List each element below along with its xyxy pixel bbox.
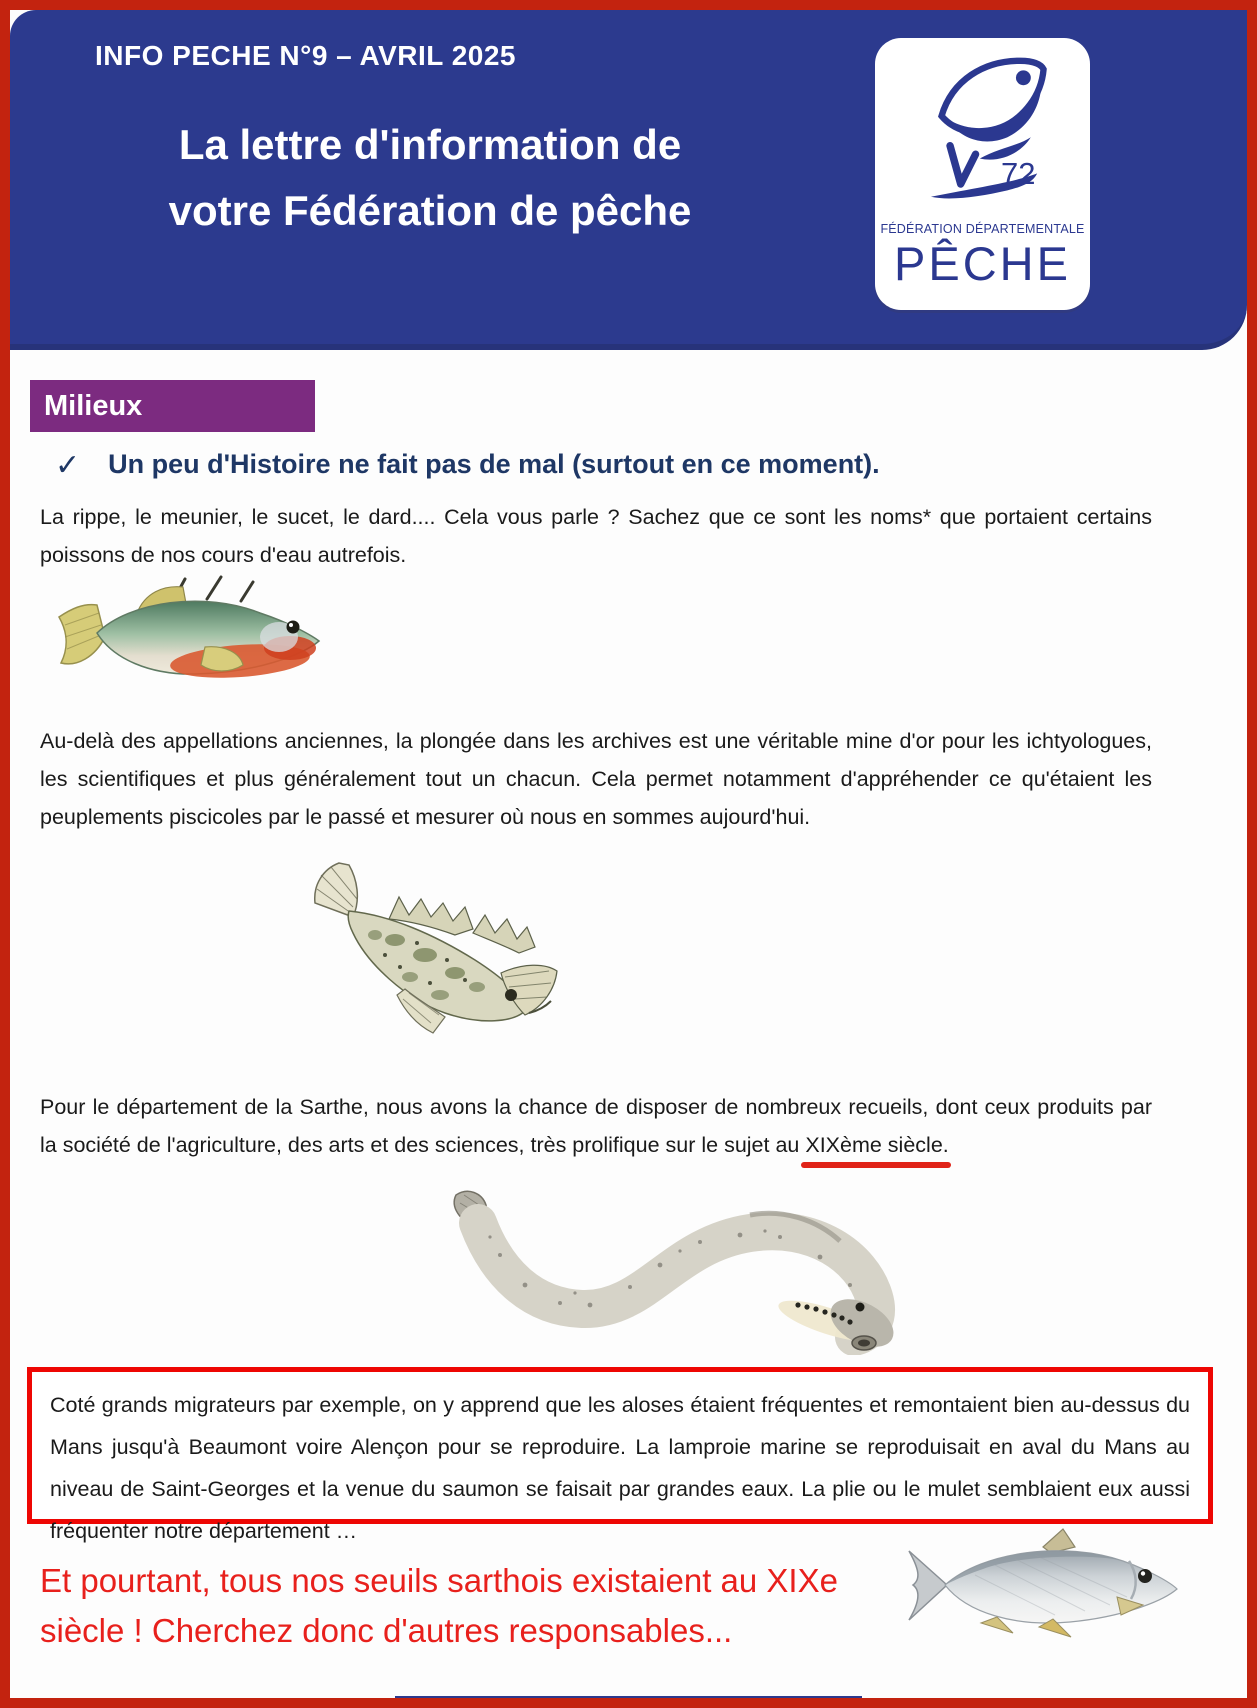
paragraph-archives: Au-delà des appellations anciennes, la plongée dans les archives est une véritable mine d'or pour les ichtyologues, les scientifiques et plus généralement tout un chacun. Cela permet notamment d'appréhender ce qu'étaient les peuplements piscicoles par le passé et mesurer où nous en sommes aujourd'hui. bbox=[40, 729, 1152, 829]
paragraph-sarthe-text: Pour le département de la Sarthe, nous avons la chance de disposer de nombreux recueils, dont ceux produits par la société de l'agriculture, des arts et des sciences, très prolifique sur le sujet au bbox=[40, 1095, 1152, 1157]
closing-statement bbox=[40, 1556, 870, 1656]
sculpin-fish-image bbox=[305, 855, 565, 1050]
logo-department-number: 72 bbox=[1001, 156, 1036, 191]
closing-statement-line2: siècle ! Cherchez donc d'autres responsables... bbox=[40, 1612, 733, 1649]
logo-subtitle: FÉDÉRATION DÉPARTEMENTALE bbox=[880, 222, 1085, 236]
newsletter-issue-label: INFO PECHE N°9 – AVRIL 2025 bbox=[95, 40, 516, 71]
lamprey-fish-image bbox=[430, 1185, 900, 1360]
newsletter-title-line1: La lettre d'information de bbox=[178, 121, 682, 168]
newsletter-title bbox=[70, 112, 790, 244]
section-header-milieux: Milieux bbox=[30, 380, 315, 432]
article-heading bbox=[55, 448, 1175, 483]
highlight-box-migrators: Coté grands migrateurs par exemple, on y apprend que les aloses étaient fréquentes et remontaient bien au-dessus du Mans jusqu'à Beaumont voire Alençon pour se reproduire. La lamproie marine se reproduisait en aval du Mans au niveau de Saint-Georges et la venue du saumon se faisait par grandes eaux. La plie ou le mulet semblaient eux aussi fréquenter notre département … bbox=[27, 1367, 1213, 1524]
underlined-xix-century: XIXème siècle. bbox=[805, 1133, 949, 1157]
shad-fish-image bbox=[905, 1525, 1185, 1670]
article-heading-text: Un peu d'Histoire ne fait pas de mal (surtout en ce moment). bbox=[108, 449, 880, 479]
checkmark-icon: ✓ bbox=[55, 449, 81, 482]
page-canvas bbox=[10, 10, 1247, 1698]
next-section-peek-bar bbox=[395, 1696, 862, 1708]
stickleback-fish-image bbox=[55, 575, 325, 705]
paragraph-sarthe bbox=[40, 1088, 1152, 1164]
paragraph-old-names: La rippe, le meunier, le sucet, le dard.... Cela vous parle ? Sachez que ce sont les noms* que portaient certains poissons de nos cours d'eau autrefois. bbox=[40, 505, 1152, 567]
newsletter-title-line2: votre Fédération de pêche bbox=[168, 187, 692, 234]
federation-logo bbox=[875, 38, 1090, 310]
fish-logo-icon bbox=[903, 48, 1063, 218]
closing-statement-line1: Et pourtant, tous nos seuils sarthois existaient au XIXe bbox=[40, 1562, 838, 1599]
logo-name: PÊCHE bbox=[894, 237, 1071, 290]
